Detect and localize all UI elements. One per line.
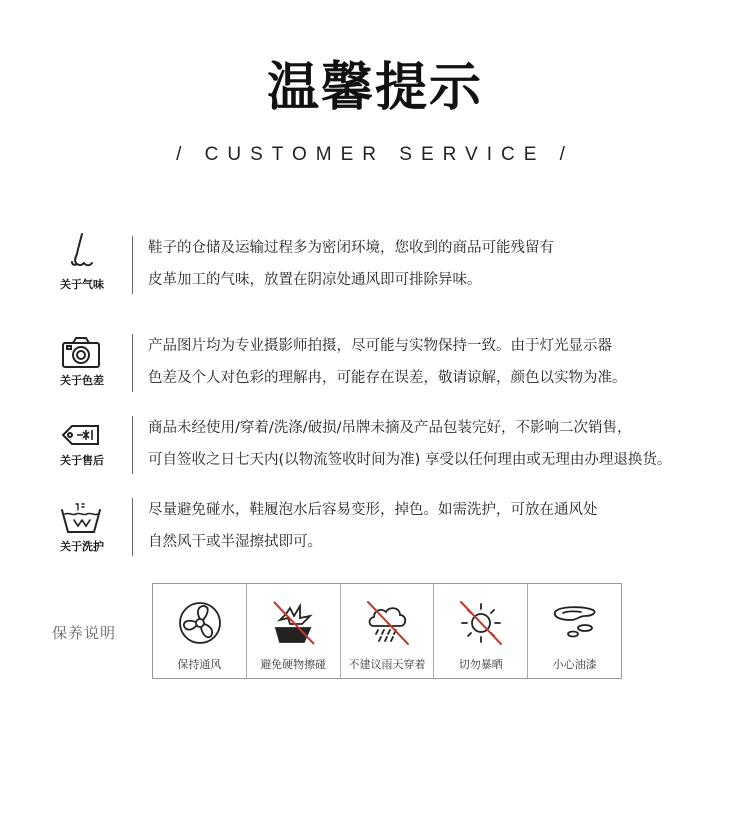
section-label: 关于洗护 — [60, 540, 104, 553]
divider — [132, 498, 133, 556]
care-item-ventilate — [153, 584, 247, 678]
divider — [132, 416, 133, 474]
text-line: 色差及个人对色彩的理解冉，可能存在误差，敬请谅解，颜色以实物为准。 — [148, 370, 627, 386]
care-item-no-rain — [341, 584, 435, 678]
section-text — [148, 494, 748, 558]
section-label: 关于售后 — [60, 454, 104, 467]
text-line: 可自签收之日七天内(以物流签收时间为准) 享受以任何理由或无理由办理退换货。 — [148, 452, 672, 468]
divider — [132, 236, 133, 294]
section-text — [148, 330, 748, 394]
page-subtitle: / CUSTOMER SERVICE / — [176, 144, 574, 165]
text-line: 商品未经使用/穿着/洗涤/破损/吊牌未摘及产品包装完好，不影响二次销售， — [148, 420, 632, 436]
text-line: 自然风干或半湿擦拭即可。 — [148, 534, 322, 550]
care-item-label: 小心油漆 — [552, 658, 597, 671]
divider — [132, 334, 133, 392]
care-item-paint — [528, 584, 621, 678]
section-label: 关于色差 — [60, 374, 104, 387]
care-panel — [152, 583, 622, 679]
care-item-label: 切勿暴晒 — [458, 658, 503, 671]
care-item-label: 保持通风 — [177, 658, 222, 671]
text-line: 皮革加工的气味，放置在阴凉处通风即可排除异味。 — [148, 272, 482, 288]
wash-basin-icon — [60, 500, 102, 538]
section-washing — [40, 494, 730, 554]
care-label: 保养说明 — [52, 624, 117, 642]
camera-icon — [60, 334, 102, 372]
text-line: 产品图片均为专业摄影师拍摄，尽可能与实物保持一致。由于灯光显示器 — [148, 338, 612, 354]
care-item-no-sun — [434, 584, 528, 678]
section-smell — [40, 232, 730, 292]
text-line: 鞋子的仓储及运输过程多为密闭环境，您收到的商品可能残留有 — [148, 240, 554, 256]
tag-icon — [60, 418, 102, 456]
section-text — [148, 412, 748, 476]
care-item-label: 避免硬物擦碰 — [260, 658, 327, 671]
section-color — [40, 330, 730, 390]
care-item-no-collision — [247, 584, 341, 678]
nose-icon — [60, 232, 102, 270]
section-after-sales — [40, 412, 730, 472]
text-line: 尽量避免碰水，鞋履泡水后容易变形，掉色。如需洗护，可放在通风处 — [148, 502, 598, 518]
care-item-label: 不建议雨天穿着 — [348, 658, 426, 671]
section-text — [148, 232, 748, 296]
page-title: 温馨提示 — [266, 58, 483, 118]
section-label: 关于气味 — [60, 278, 104, 291]
